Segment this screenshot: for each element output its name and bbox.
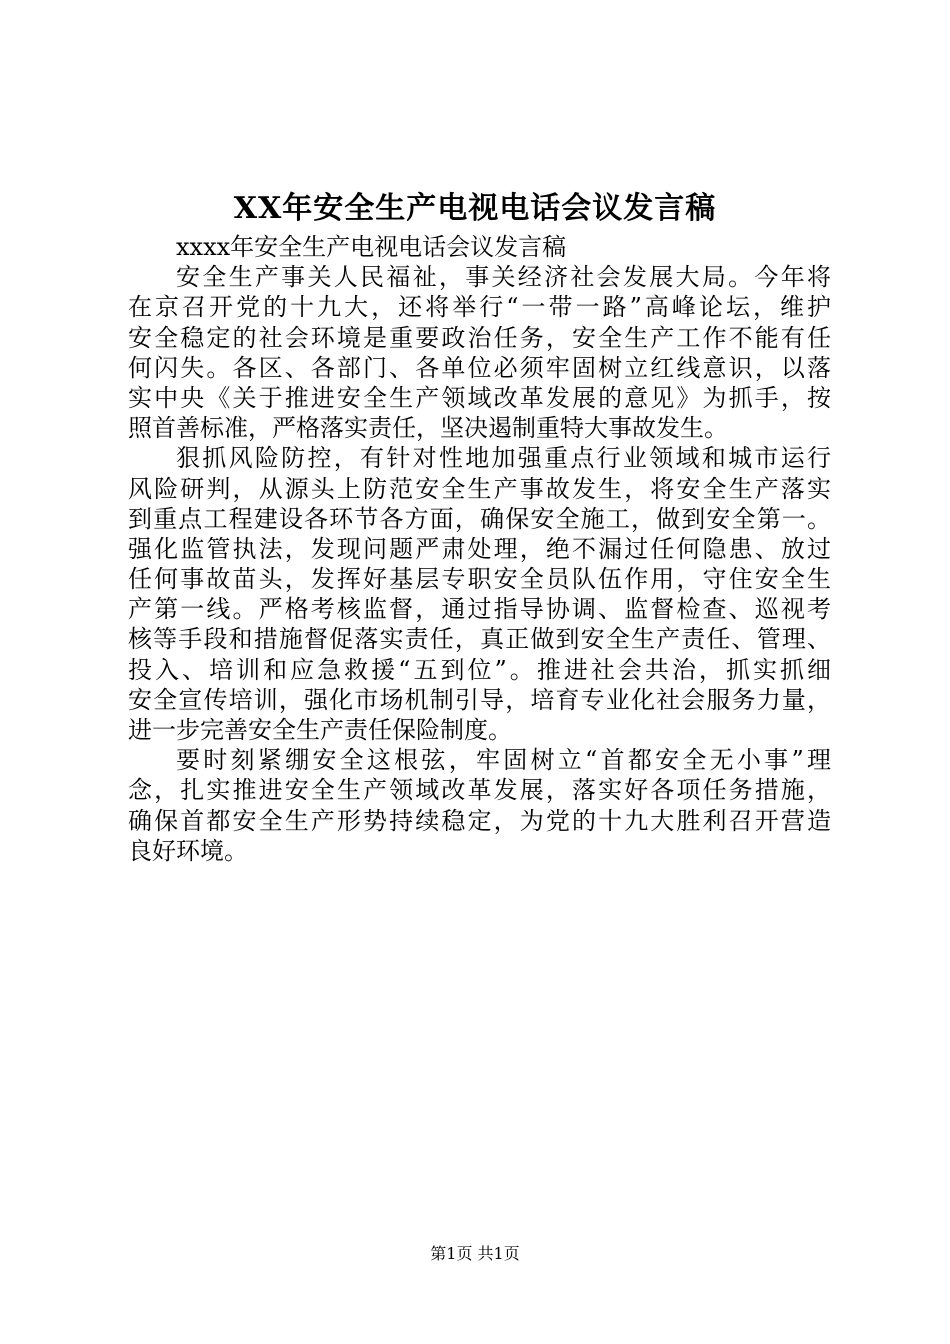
- document-title: XX年安全生产电视电话会议发言稿: [233, 191, 717, 226]
- paragraph-1-line: 照首善标准，严格落实责任，坚决遏制重特大事故发生。: [128, 414, 728, 443]
- paragraph-2-line: 狠抓风险防控，有针对性地加强重点行业领域和城市运行: [176, 444, 831, 473]
- paragraph-2-line: 核等手段和措施督促落实责任，真正做到安全生产责任、管理、: [128, 625, 831, 654]
- paragraph-1-line: 在京召开党的十九大，还将举行“一带一路”高峰论坛，维护: [128, 293, 831, 322]
- document-subtitle: xxxx年安全生产电视电话会议发言稿: [176, 233, 567, 261]
- paragraph-3-line: 良好环境。: [128, 836, 248, 865]
- paragraph-1-line: 安全生产事关人民福祉，事关经济社会发展大局。今年将: [176, 263, 831, 292]
- document-body: [128, 232, 831, 866]
- paragraph-1-line: 何闪失。各区、各部门、各单位必须牢固树立红线意识，以落: [128, 353, 831, 382]
- paragraph-2-line: 进一步完善安全生产责任保险制度。: [128, 716, 512, 744]
- page-number-footer: 第1页 共1页: [430, 1244, 520, 1263]
- paragraph-2-line: 任何事故苗头，发挥好基层专职安全员队伍作用，守住安全生: [128, 565, 831, 594]
- paragraph-3-line: 念，扎实推进安全生产领域改革发展，落实好各项任务措施，: [128, 776, 831, 805]
- paragraph-1-line: 实中央《关于推进安全生产领域改革发展的意见》为抓手，按: [128, 383, 831, 412]
- paragraph-2-line: 安全宣传培训，强化市场机制引导，培育专业化社会服务力量，: [128, 685, 831, 714]
- paragraph-2-line: 产第一线。严格考核监督，通过指导协调、监督检查、巡视考: [128, 595, 831, 624]
- paragraph-3-line: 要时刻紧绷安全这根弦，牢固树立“首都安全无小事”理: [176, 746, 831, 775]
- paragraph-2-line: 风险研判，从源头上防范安全生产事故发生，将安全生产落实: [128, 474, 831, 503]
- paragraph-2-line: 强化监管执法，发现问题严肃处理，绝不漏过任何隐患、放过: [128, 534, 831, 563]
- paragraph-2-line: 到重点工程建设各环节各方面，确保安全施工，做到安全第一。: [128, 504, 831, 533]
- paragraph-1-line: 安全稳定的社会环境是重要政治任务，安全生产工作不能有任: [128, 323, 831, 352]
- paragraph-2-line: 投入、培训和应急救援“五到位”。推进社会共治，抓实抓细: [128, 655, 831, 684]
- paragraph-3-line: 确保首都安全生产形势持续稳定，为党的十九大胜利召开营造: [128, 806, 831, 835]
